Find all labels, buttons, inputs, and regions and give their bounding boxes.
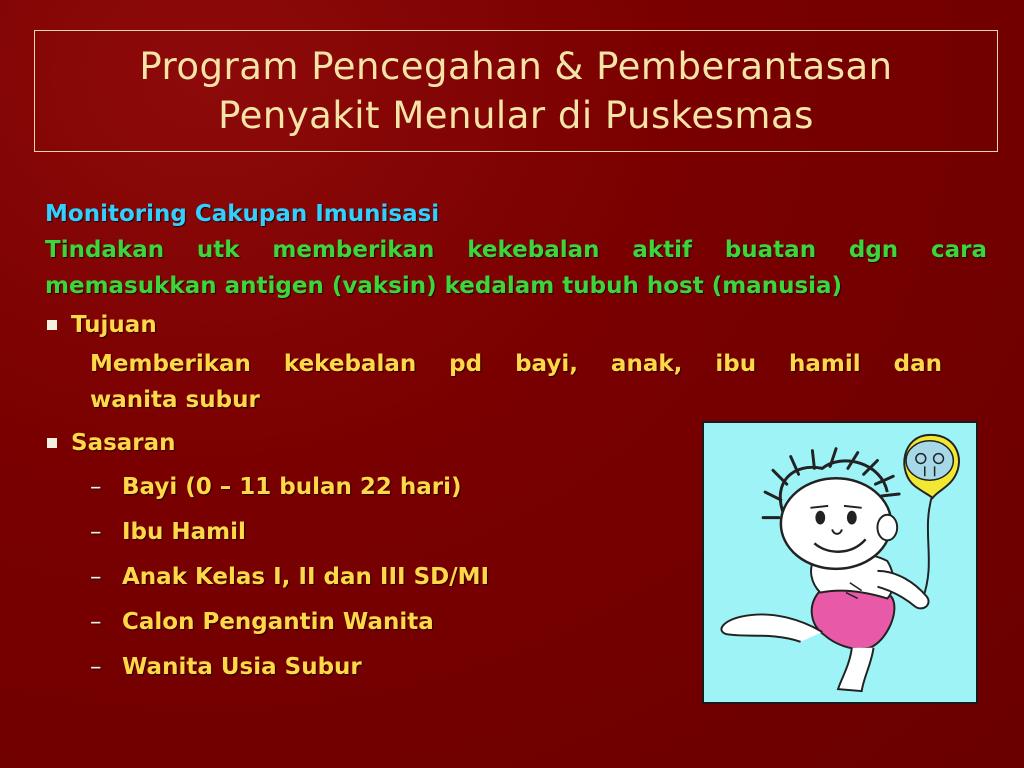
section-heading: Monitoring Cakupan Imunisasi xyxy=(45,201,440,227)
child-with-balloon-illustration xyxy=(702,421,978,704)
bullet-tujuan xyxy=(45,304,987,346)
dash-bullet-icon: – xyxy=(90,518,102,545)
child-balloon-drawing xyxy=(704,423,976,702)
square-bullet-icon xyxy=(47,320,57,330)
slide-title xyxy=(139,42,892,140)
list-item-text: Calon Pengantin Wanita xyxy=(122,608,434,635)
bullet-label: Sasaran xyxy=(71,430,176,456)
definition-text xyxy=(45,232,987,304)
title-line-1: Program Pencegahan & Pemberantasan xyxy=(139,45,893,88)
dash-bullet-icon: – xyxy=(90,653,102,680)
dash-bullet-icon: – xyxy=(90,473,102,500)
tujuan-line-1: Memberikan kekebalan pd bayi, anak, ibu hamil dan xyxy=(90,351,942,377)
list-item-text: Ibu Hamil xyxy=(122,518,246,545)
dash-bullet-icon: – xyxy=(90,563,102,590)
tujuan-line-2: wanita subur xyxy=(90,387,260,413)
tujuan-text xyxy=(45,346,942,418)
list-item-text: Bayi (0 – 11 bulan 22 hari) xyxy=(122,473,462,500)
bullet-label: Tujuan xyxy=(71,312,157,338)
definition-line-2: memasukkan antigen (vaksin) kedalam tubuh host (manusia) xyxy=(45,273,843,299)
title-box xyxy=(34,30,998,152)
title-line-2: Penyakit Menular di Puskesmas xyxy=(218,94,814,137)
list-item-text: Anak Kelas I, II dan III SD/MI xyxy=(122,563,490,590)
definition-line-1: Tindakan utk memberikan kekebalan aktif buatan dgn cara xyxy=(45,237,987,263)
square-bullet-icon xyxy=(47,438,57,448)
list-item-text: Wanita Usia Subur xyxy=(122,653,362,680)
dash-bullet-icon: – xyxy=(90,608,102,635)
